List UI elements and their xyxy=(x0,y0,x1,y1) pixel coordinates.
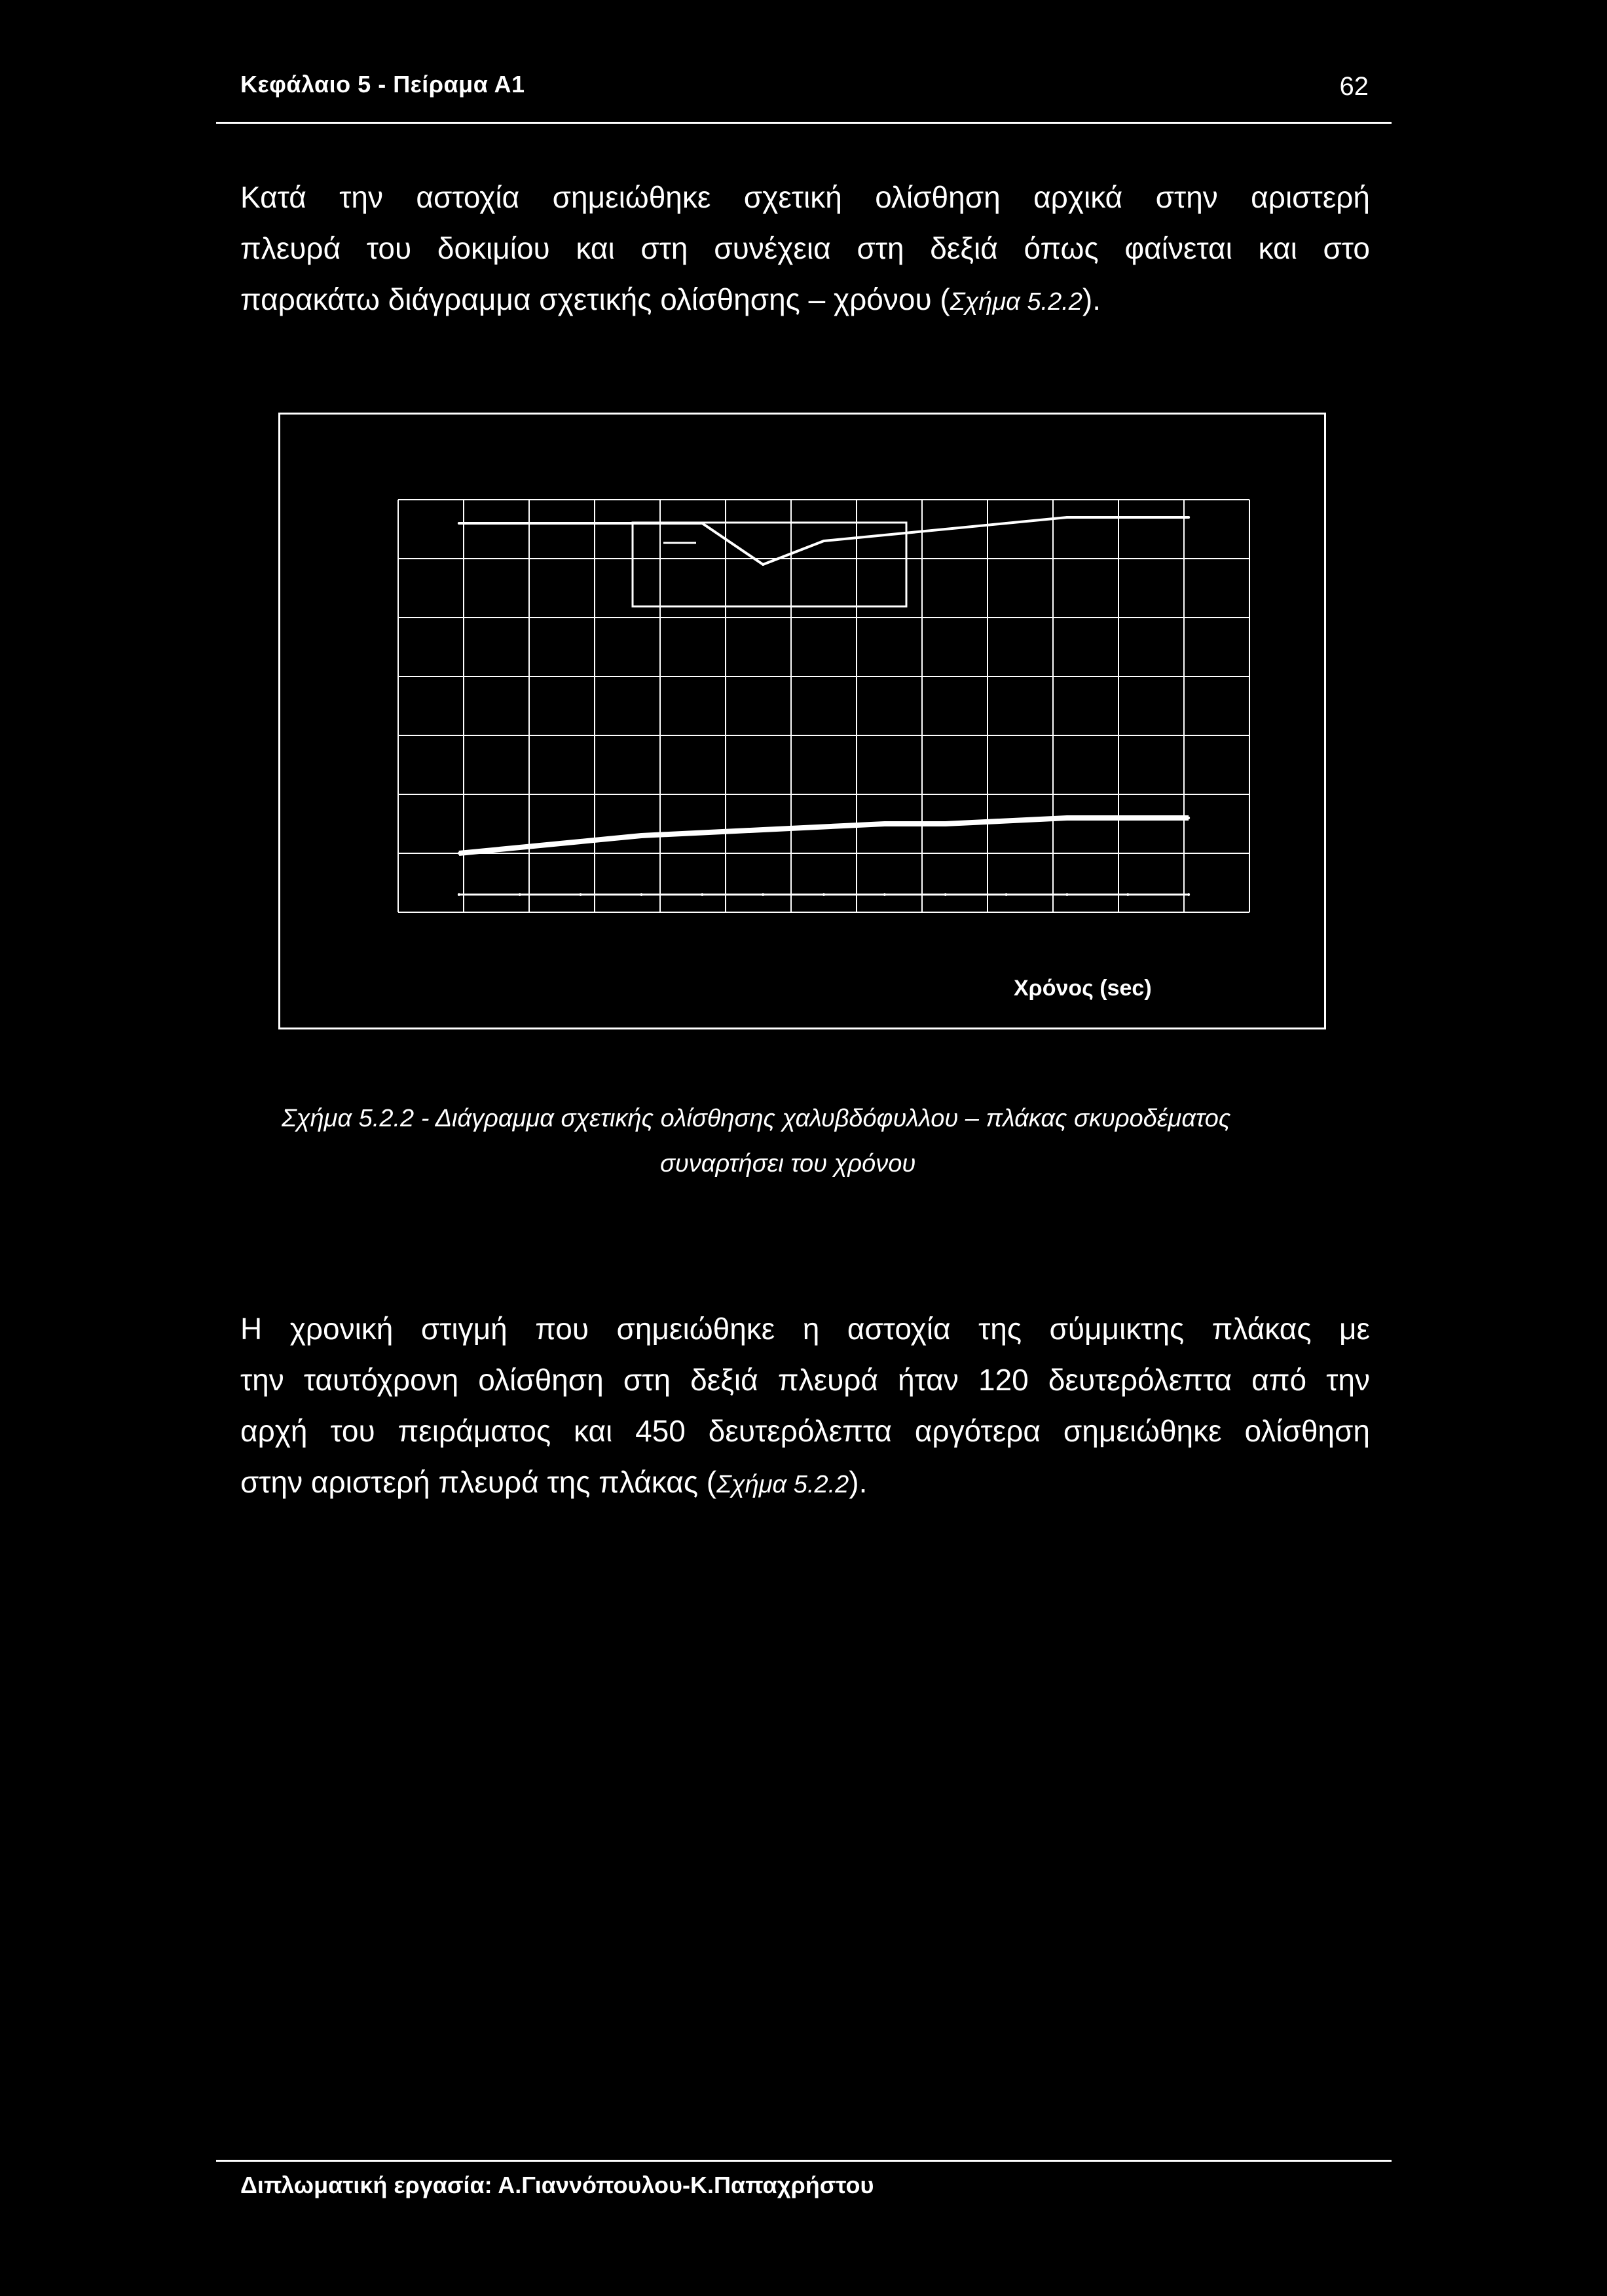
paragraph-results xyxy=(240,1303,1370,1510)
paragraph-line xyxy=(240,1456,1370,1510)
paragraph-text: ). xyxy=(849,1465,868,1499)
data-point xyxy=(458,893,460,896)
caption-label: Σχήμα 5.2.2 - xyxy=(282,1105,435,1132)
data-point xyxy=(822,826,825,828)
paragraph-line: Κατά την αστοχία σημειώθηκε σχετική ολίσθηση αρχικά στην αριστερή xyxy=(240,180,1370,214)
data-point xyxy=(640,834,642,837)
data-point xyxy=(580,840,582,843)
data-point xyxy=(822,893,825,896)
data-point xyxy=(458,522,460,525)
paragraph-line: αρχή του πειράματος και 450 δευτερόλεπτα αργότερα σημειώθηκε ολίσθηση xyxy=(240,1414,1370,1448)
data-point xyxy=(762,893,764,896)
data-point xyxy=(1005,522,1008,525)
data-point xyxy=(1005,893,1008,896)
data-point xyxy=(944,823,947,825)
data-point xyxy=(640,522,642,525)
legend-box xyxy=(633,523,906,606)
data-point xyxy=(762,828,764,831)
data-point xyxy=(519,522,521,525)
data-point xyxy=(1126,893,1129,896)
data-point xyxy=(458,852,460,855)
data-point xyxy=(1065,817,1068,819)
header-rule xyxy=(216,122,1392,124)
data-point xyxy=(519,893,521,896)
figure-reference: Σχήμα 5.2.2 xyxy=(950,288,1082,316)
paragraph-line xyxy=(240,274,1370,327)
data-point xyxy=(701,522,703,525)
paragraph-line: την ταυτόχρονη ολίσθηση στη δεξιά πλευρά ήταν 120 δευτερόλεπτα από την xyxy=(240,1363,1370,1397)
paragraph-text: ). xyxy=(1082,282,1101,316)
running-header: Κεφάλαιο 5 - Πείραμα Α1 xyxy=(240,71,525,98)
paragraph-line: Η χρονική στιγμή που σημειώθηκε η αστοχία της σύμμικτης πλάκας με xyxy=(240,1312,1370,1346)
data-point xyxy=(944,893,947,896)
data-point xyxy=(519,846,521,849)
x-axis-label: Χρόνος (sec) xyxy=(1014,976,1152,1001)
series-line-2 xyxy=(459,818,1189,853)
data-point xyxy=(1126,516,1129,519)
figure-frame xyxy=(278,413,1326,1029)
data-point xyxy=(1187,516,1190,519)
data-point xyxy=(883,823,886,825)
paragraph-intro xyxy=(240,172,1370,327)
data-point xyxy=(580,522,582,525)
data-point xyxy=(1065,893,1068,896)
caption-text: Διάγραμμα σχετικής ολίσθησης χαλυβδόφυλλου – πλάκας σκυροδέματος xyxy=(435,1105,1231,1132)
paragraph-text: στην αριστερή πλευρά της πλάκας ( xyxy=(240,1465,717,1499)
data-point xyxy=(1126,817,1129,819)
data-point xyxy=(701,832,703,834)
figure-reference: Σχήμα 5.2.2 xyxy=(716,1471,849,1498)
data-point xyxy=(883,534,886,536)
footer-text: Διπλωματική εργασία: Α.Γιαννόπουλου-Κ.Παπαχρήστου xyxy=(240,2172,874,2198)
paragraph-text: παρακάτω διάγραμμα σχετικής ολίσθησης – χρόνου ( xyxy=(240,282,950,316)
data-point xyxy=(883,893,886,896)
data-point xyxy=(822,540,825,542)
data-point xyxy=(1187,893,1190,896)
data-point xyxy=(701,893,703,896)
footer-rule xyxy=(216,2160,1392,2162)
data-point xyxy=(1187,817,1190,819)
chart-grid xyxy=(398,500,1249,912)
paragraph-line: πλευρά του δοκιμίου και στη συνέχεια στη δεξιά όπως φαίνεται και στο xyxy=(240,231,1370,265)
data-point xyxy=(580,893,582,896)
slip-time-chart xyxy=(280,415,1324,1028)
data-point xyxy=(640,893,642,896)
data-point xyxy=(762,563,764,566)
data-point xyxy=(944,528,947,530)
data-point xyxy=(1065,516,1068,519)
data-point xyxy=(1005,820,1008,823)
figure-caption xyxy=(282,1105,1346,1178)
chart-series-layer xyxy=(458,516,1190,896)
caption-text-line2: συναρτήσει του χρόνου xyxy=(660,1150,916,1177)
page-number: 62 xyxy=(1339,72,1369,101)
